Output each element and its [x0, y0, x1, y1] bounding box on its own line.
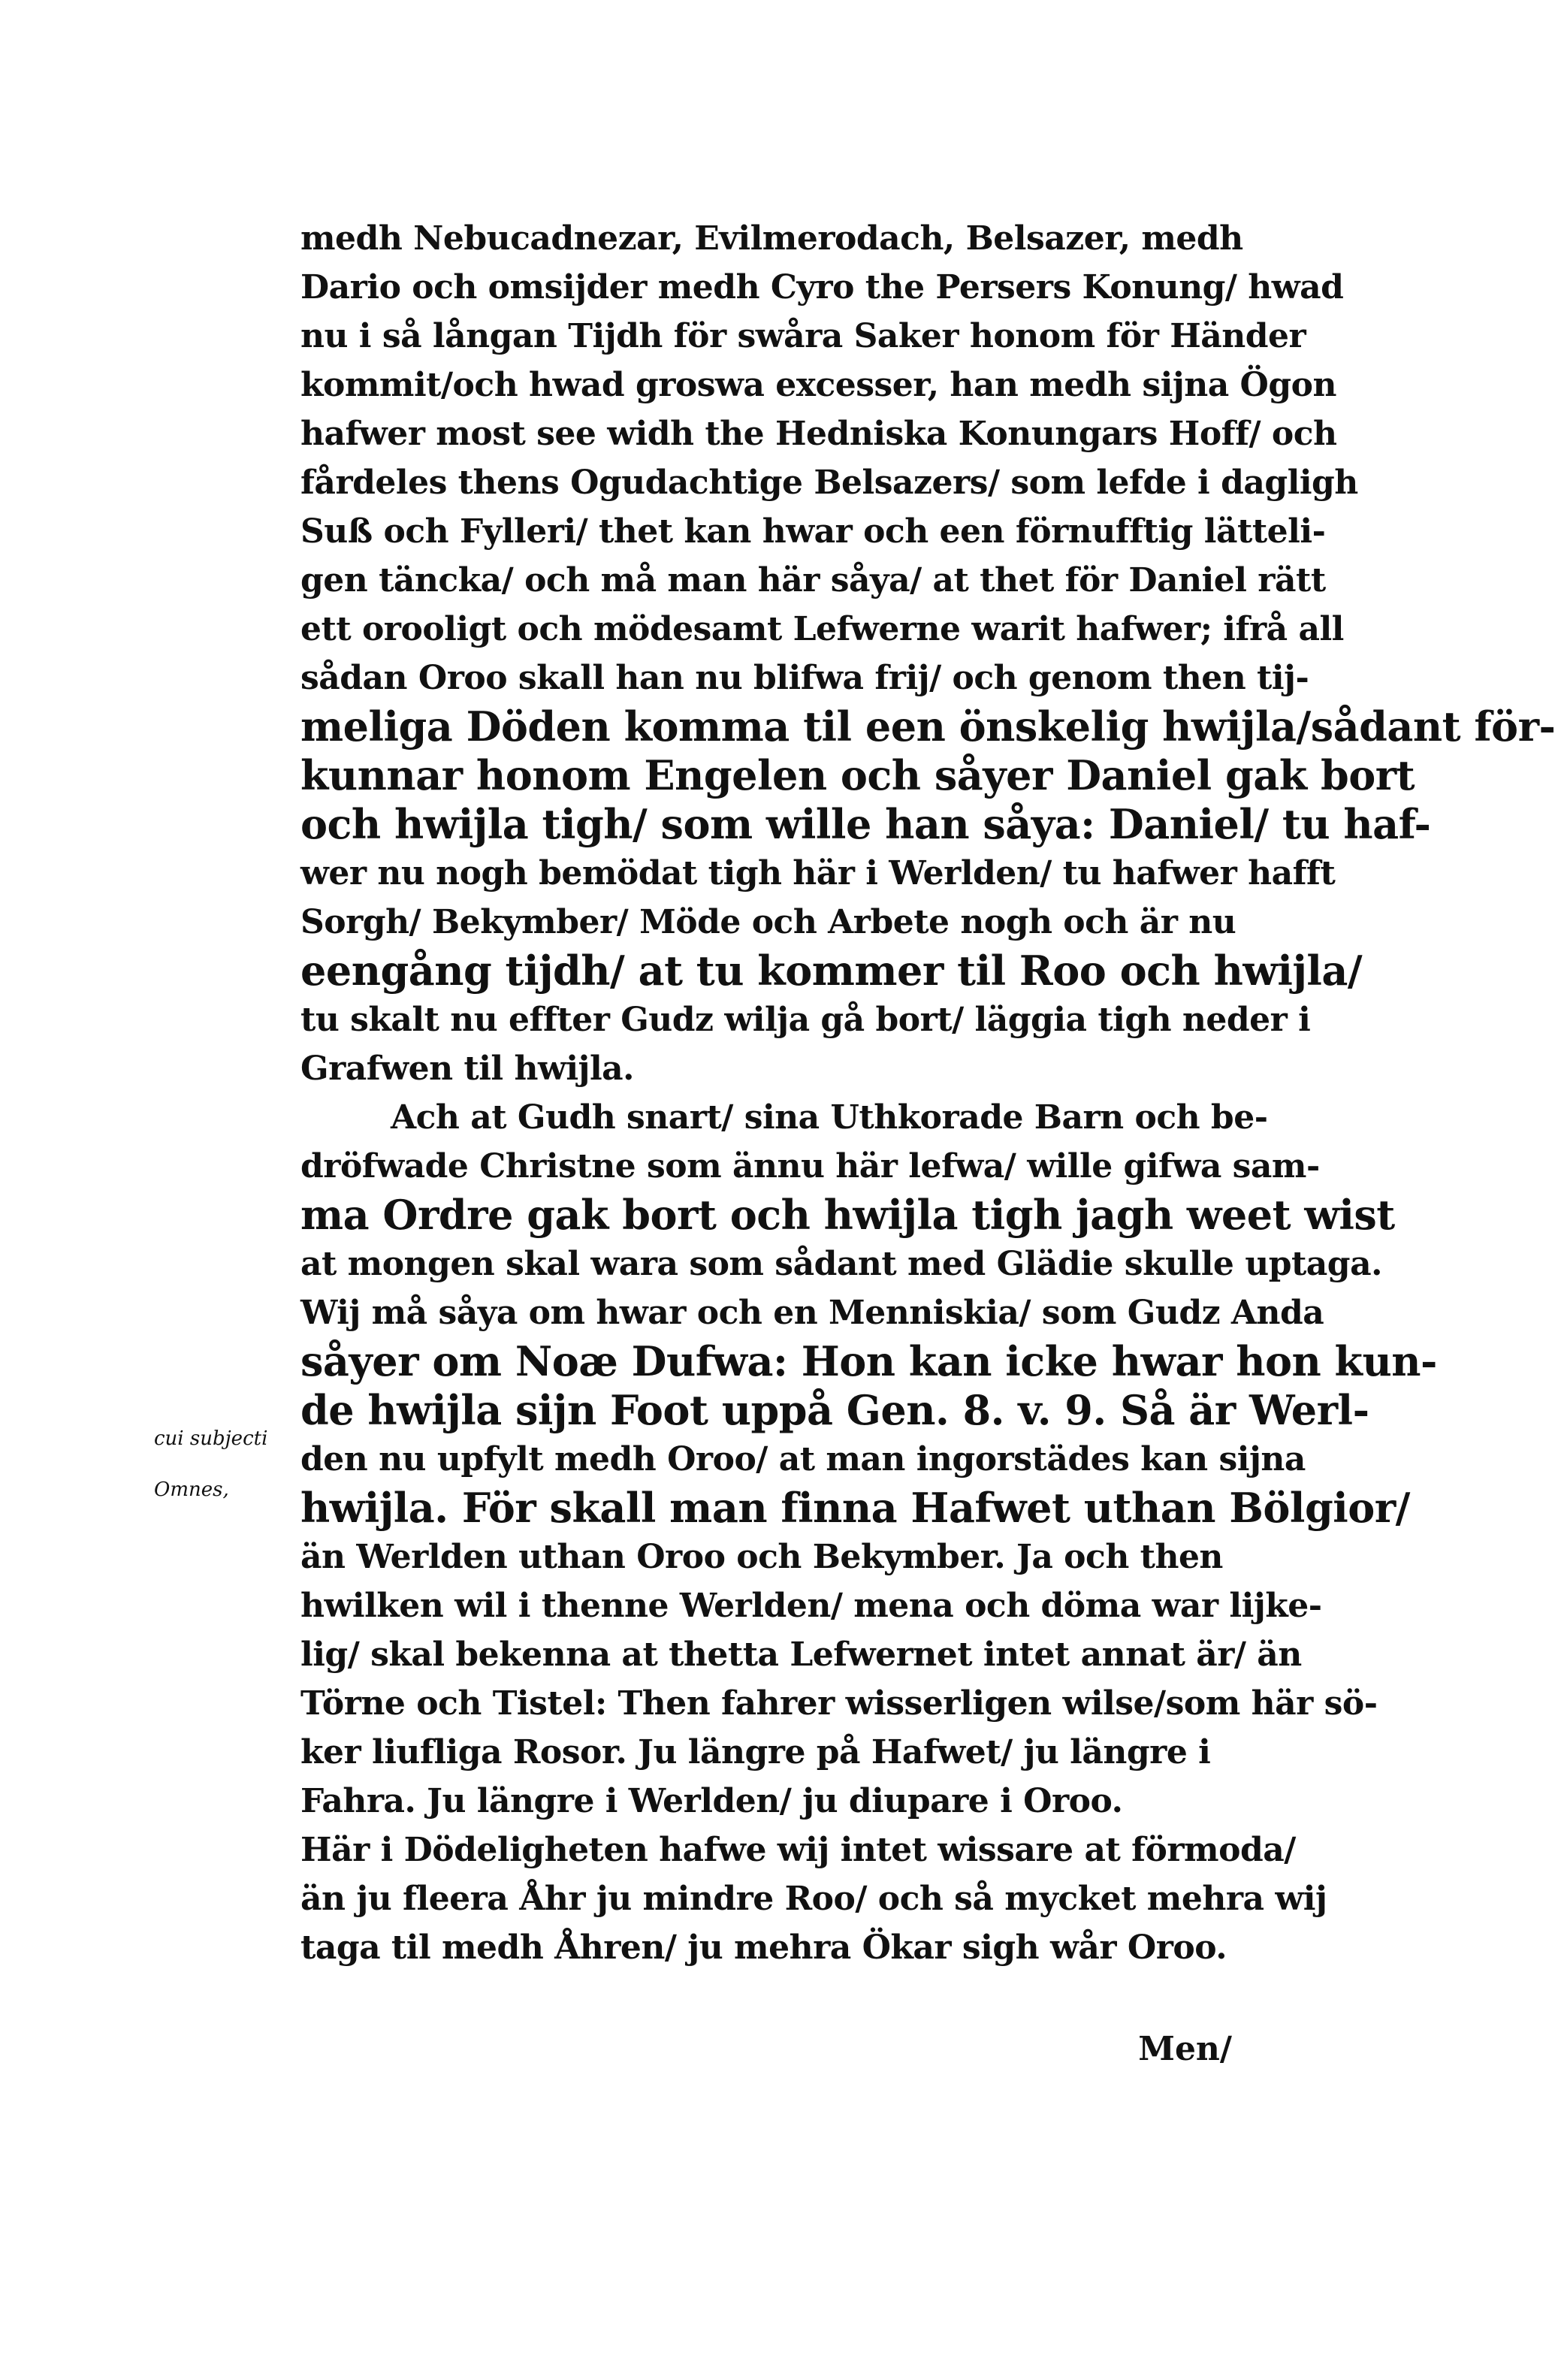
text-line-20: dröfwade Christne som ännu här lefwa/ wille gifwa sam- [300, 1147, 1320, 1185]
text-line-10: sådan Oroo skall han nu blifwa frij/ och genom then tij- [300, 659, 1309, 697]
margin-note-1: cui subjecti [154, 1427, 268, 1450]
text-line-30: lig/ skal bekenna at thetta Lefwernet intet annat är/ än [300, 1635, 1302, 1674]
text-line-24: såyer om Noæ Dufwa: Hon kan icke hwar hon kun- [300, 1337, 1437, 1385]
text-line-26: den nu upfylt medh Oroo/ at man ingorstädes kan sijna [300, 1440, 1306, 1478]
text-line-14: wer nu nogh bemödat tigh här i Werlden/ tu hafwer hafft [300, 854, 1336, 892]
text-line-25: de hwijla sijn Foot uppå Gen. 8. v. 9. Så är Werl- [300, 1386, 1369, 1434]
text-line-22: at mongen skal wara som sådant med Glädie skulle uptaga. [300, 1245, 1382, 1283]
text-line-17: tu skalt nu effter Gudz wilja gå bort/ läggia tigh neder i [300, 1001, 1311, 1039]
text-line-12: kunnar honom Engelen och såyer Daniel gak bort [300, 751, 1415, 799]
text-line-13: och hwijla tigh/ som wille han såya: Daniel/ tu haf- [300, 800, 1431, 848]
text-line-3: nu i så långan Tijdh för swåra Saker honom för Händer [300, 317, 1306, 355]
text-line-32: ker liufliga Rosor. Ju längre på Hafwet/ ju längre i [300, 1733, 1211, 1771]
text-line-18: Grafwen til hwijla. [300, 1050, 634, 1088]
text-line-1: medh Nebucadnezar, Evilmerodach, Belsazer, medh [300, 219, 1243, 258]
text-line-31: Törne och Tistel: Then fahrer wisserligen wilse/som här sö- [300, 1684, 1378, 1723]
text-line-19: Ach at Gudh snart/ sina Uthkorade Barn och be- [391, 1098, 1268, 1137]
text-line-36: taga til medh Åhren/ ju mehra Ökar sigh wår Oroo. [300, 1928, 1227, 1967]
text-line-29: hwilken wil i thenne Werlden/ mena och döma war lijke- [300, 1587, 1322, 1625]
margin-note-2: Omnes, [154, 1478, 229, 1501]
text-line-27: hwijla. För skall man finna Hafwet uthan Bölgior/ [300, 1484, 1410, 1532]
text-line-34: Här i Dödeligheten hafwe wij intet wissare at förmoda/ [300, 1831, 1296, 1869]
text-line-15: Sorgh/ Bekymber/ Möde och Arbete nogh och är nu [300, 903, 1236, 941]
text-line-8: gen täncka/ och må man här såya/ at thet för Daniel rätt [300, 561, 1326, 600]
catchword: Men/ [1138, 2030, 1232, 2068]
text-line-28: än Werlden uthan Oroo och Bekymber. Ja och then [300, 1538, 1223, 1576]
body-text [300, 214, 1555, 1972]
text-line-4: kommit/och hwad groswa excesser, han medh sijna Ögon [300, 366, 1336, 404]
text-line-2: Dario och omsijder medh Cyro the Persers Konung/ hwad [300, 268, 1344, 307]
text-line-23: Wij må såya om hwar och en Menniskia/ som Gudz Anda [300, 1294, 1324, 1332]
text-line-16: eengång tijdh/ at tu kommer til Roo och hwijla/ [300, 947, 1363, 995]
text-line-33: Fahra. Ju längre i Werlden/ ju diupare i Oroo. [300, 1782, 1123, 1820]
text-line-9: ett orooligt och mödesamt Lefwerne warit hafwer; ifrå all [300, 610, 1344, 648]
text-line-7: Suß och Fylleri/ thet kan hwar och een förnufftig lätteli- [300, 512, 1326, 551]
text-line-6: fårdeles thens Ogudachtige Belsazers/ som lefde i dagligh [300, 464, 1358, 502]
text-line-11: meliga Döden komma til een önskelig hwijla/sådant för- [300, 702, 1555, 751]
text-line-21: ma Ordre gak bort och hwijla tigh jagh weet wist [300, 1191, 1395, 1239]
text-line-5: hafwer most see widh the Hedniska Konungars Hoff/ och [300, 415, 1337, 453]
text-line-35: än ju fleera Åhr ju mindre Roo/ och så mycket mehra wij [300, 1880, 1327, 1918]
